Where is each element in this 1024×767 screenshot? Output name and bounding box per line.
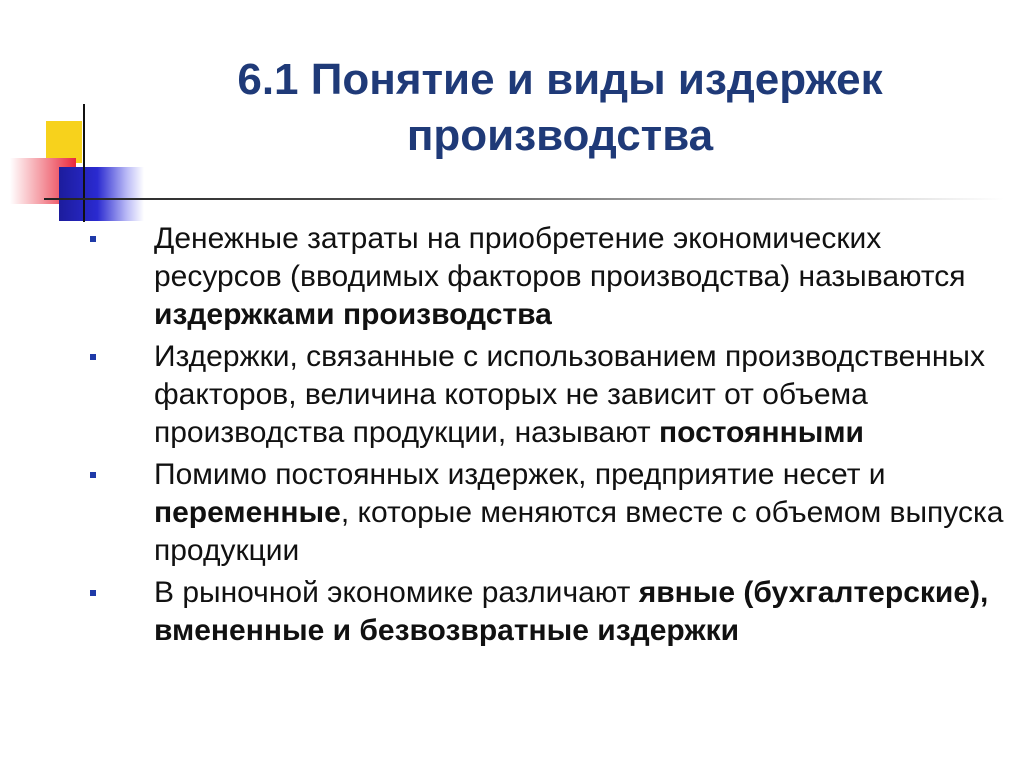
square-bullet-icon xyxy=(90,236,96,242)
title-line-1: 6.1 Понятие и виды издержек xyxy=(237,55,883,104)
bullet-item xyxy=(84,456,1004,570)
bold-term: издержками производства xyxy=(154,298,552,331)
bold-term: постоянными xyxy=(659,416,864,449)
vertical-divider-line xyxy=(83,104,85,222)
bold-term: явные (бухгалтерские), вмененные и безвозвратные издержки xyxy=(154,576,989,647)
square-bullet-icon xyxy=(90,472,96,478)
bullet-text: Помимо постоянных издержек, предприятие несет и переменные, которые меняются вместе с объемом выпуска продукции xyxy=(154,458,1004,567)
slide-title xyxy=(150,52,970,164)
bullet-item xyxy=(84,220,1004,334)
yellow-square-decoration xyxy=(46,121,82,163)
bullet-item xyxy=(84,574,1004,650)
title-underline xyxy=(44,198,1004,200)
bullet-text: Денежные затраты на приобретение экономических ресурсов (вводимых факторов производства) называются издержками производства xyxy=(154,222,966,331)
bullet-list xyxy=(84,220,1004,654)
square-bullet-icon xyxy=(90,354,96,360)
square-bullet-icon xyxy=(90,590,96,596)
blue-square-decoration xyxy=(59,167,144,221)
title-line-2: производства xyxy=(406,111,714,160)
bullet-text: В рыночной экономике различают явные (бухгалтерские), вмененные и безвозвратные издержки xyxy=(154,576,989,647)
bullet-item xyxy=(84,338,1004,452)
bullet-text: Издержки, связанные с использованием производственных факторов, величина которых не зависит от объема производства продукции, называют постоянными xyxy=(154,340,985,449)
bold-term: переменные xyxy=(154,496,341,529)
